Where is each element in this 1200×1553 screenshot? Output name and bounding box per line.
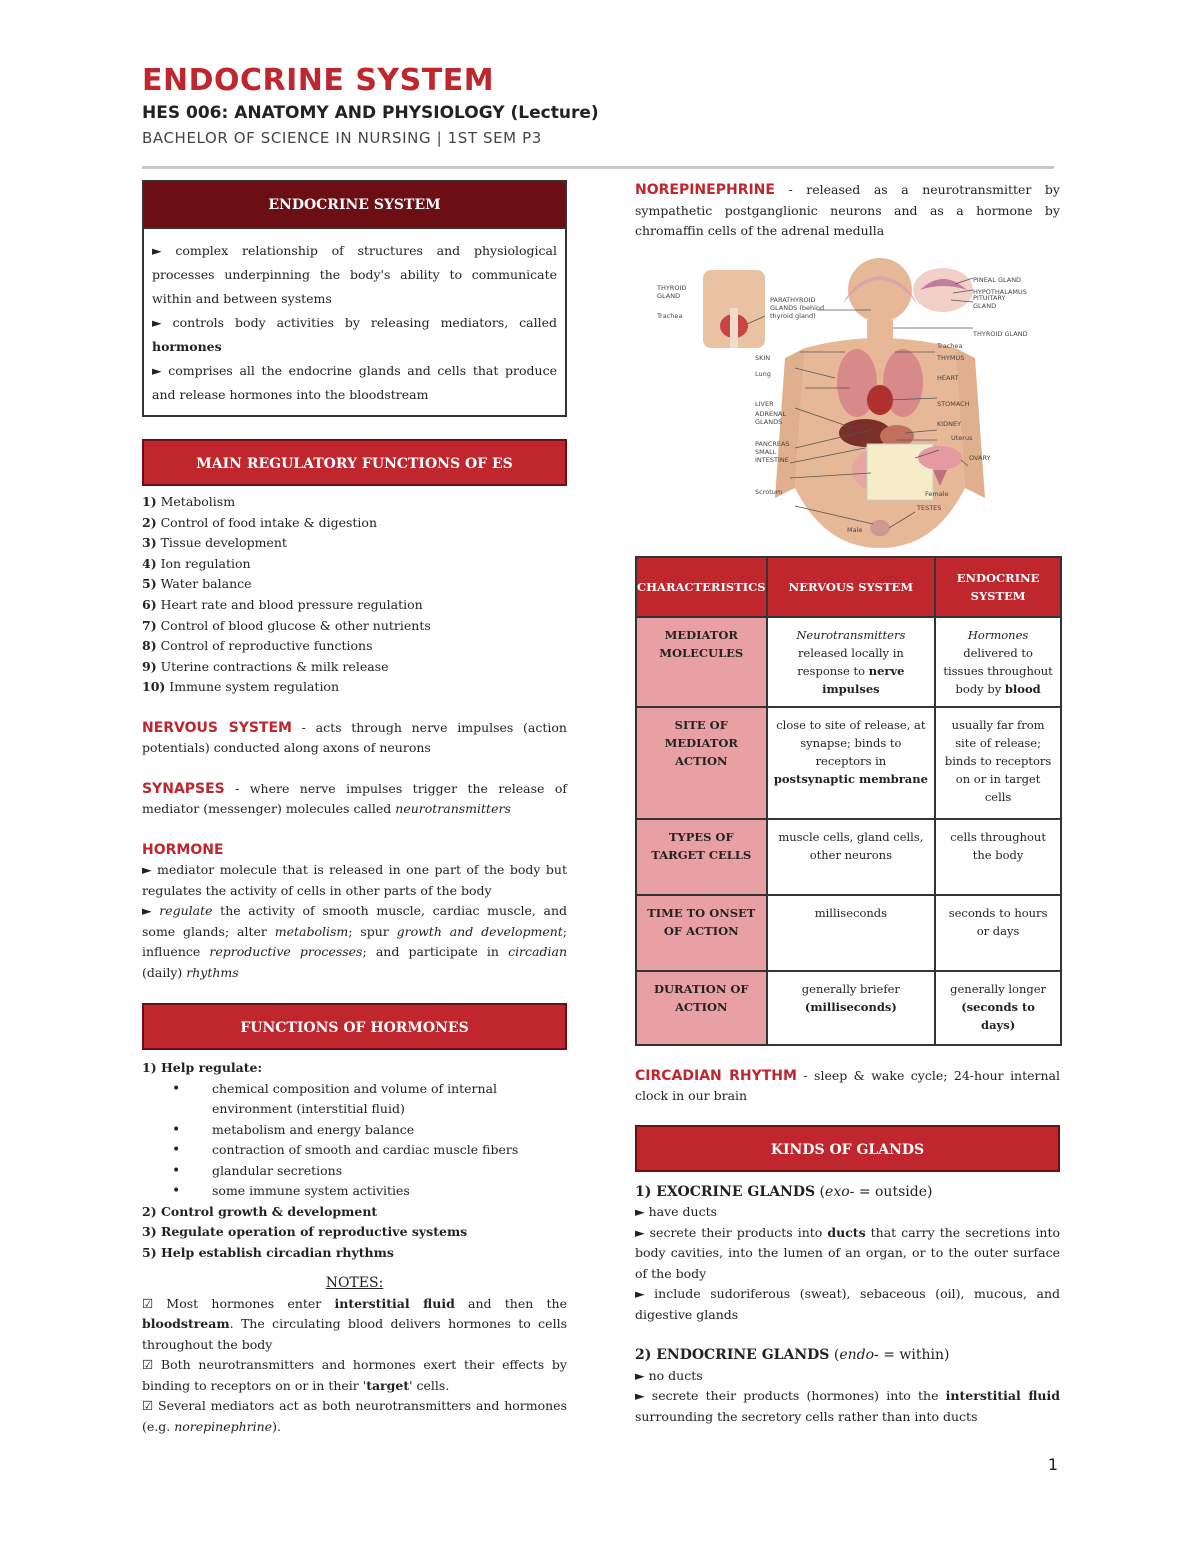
cell-ns-mediator: Neurotransmitters released locally in response to nerve impulses — [767, 617, 936, 707]
note-2: ☑ Both neurotransmitters and hormones exert their effects by binding to receptors on or in their 'target' cells. — [142, 1357, 567, 1393]
regulatory-functions-banner: MAIN REGULATORY FUNCTIONS OF ES — [142, 439, 567, 486]
regulatory-functions-list — [142, 492, 567, 698]
notes-list — [142, 1294, 567, 1438]
label-skin: SKIN — [755, 353, 771, 362]
page-number: 1 — [1047, 1455, 1058, 1474]
synapses-definition: SYNAPSES - where nerve impulses trigger the release of mediator (messenger) molecules called neurotransmitters — [142, 780, 567, 817]
endocrine-system-banner: ENDOCRINE SYSTEM — [144, 182, 565, 229]
cell-es-onset: seconds to hours or days — [935, 895, 1061, 971]
cell-es-site: usually far from site of release; binds to receptors on or in target cells — [935, 707, 1061, 819]
head-shape — [848, 258, 912, 322]
list-item: 3) Tissue development — [142, 535, 287, 551]
cell-ns-duration: generally briefer (milliseconds) — [767, 971, 936, 1045]
table-row — [636, 971, 1061, 1045]
list-item: 2) Control growth & development — [142, 1203, 378, 1219]
note-3: ☑ Several mediators act as both neurotransmitters and hormones (e.g. norepinephrine). — [142, 1398, 567, 1434]
hormone-bullet-2: ► regulate the activity of smooth muscle, cardiac muscle, and some glands; alter metabolism; spur growth and development; influence reproductive processes; and participate in circadian (daily) rhythms — [142, 903, 568, 980]
label-liver: LIVER — [755, 399, 774, 408]
label-trachea-right: Trachea — [937, 341, 963, 350]
list-item: 4) Ion regulation — [142, 555, 251, 571]
table-header-characteristics: CHARACTERISTICS — [636, 557, 767, 617]
hormone-term: HORMONE — [142, 841, 224, 858]
cell-es-duration: generally longer (seconds to days) — [935, 971, 1061, 1045]
es-bullet-3: ► comprises all the endocrine glands and cells that produce and release hormones into the bloodstream — [152, 363, 557, 402]
circadian-definition: CIRCADIAN RHYTHM - sleep & wake cycle; 24-hour internal clock in our brain — [635, 1067, 1061, 1103]
list-item: 6) Heart rate and blood pressure regulation — [142, 596, 423, 612]
endocrine-anatomy-diagram — [635, 248, 1060, 548]
label-uterus: Uterus — [951, 433, 973, 442]
list-item: ► include sudoriferous (sweat), sebaceous (oil), mucous, and digestive glands — [635, 1286, 1060, 1322]
label-pituitary: PITUITARY GLAND — [973, 293, 1006, 310]
list-item: 2) Control of food intake & digestion — [142, 514, 377, 530]
norepinephrine-definition: NOREPINEPHRINE - released as a neurotransmitter by sympathetic postganglionic neurons and as a hormone by chromaffin cells of the adrenal medulla — [635, 182, 1060, 238]
list-item: 5) Help establish circadian rhythms — [142, 1244, 394, 1260]
comparison-table — [635, 556, 1062, 1046]
list-item: • glandular secretions — [172, 1161, 567, 1182]
list-item: 8) Control of reproductive functions — [142, 638, 373, 654]
row-head-onset: TIME TO ONSET OF ACTION — [636, 895, 767, 971]
table-row — [636, 617, 1061, 707]
label-scrotum: Scrotum — [755, 487, 783, 496]
table-row — [636, 707, 1061, 819]
label-pineal: PINEAL GLAND — [973, 275, 1022, 284]
document-title: ENDOCRINE SYSTEM — [142, 63, 495, 98]
label-parathyroid: PARATHYROID GLANDS (behind thyroid gland) — [770, 295, 825, 320]
hormone-functions-list — [142, 1058, 567, 1263]
list-item: ► have ducts — [635, 1204, 718, 1219]
label-adrenal: ADRENAL GLANDS — [755, 409, 787, 426]
label-trachea-left: Trachea — [657, 311, 683, 320]
list-item: 1) Help regulate: — [142, 1060, 263, 1076]
exocrine-section — [635, 1182, 1060, 1326]
row-head-site: SITE OF MEDIATOR ACTION — [636, 707, 767, 819]
label-lung: Lung — [755, 369, 771, 378]
row-head-targets: TYPES OF TARGET CELLS — [636, 819, 767, 895]
label-pancreas: PANCREAS — [755, 439, 790, 448]
es-bullet-1: ► complex relationship of structures and physiological processes underpinning the body's ability to communicate within and between systems — [152, 243, 557, 306]
label-hypothalamus: HYPOTHALAMUS — [973, 287, 1027, 296]
list-item: ► secrete their products (hormones) into the interstitial fluid surrounding the secretory cells rather than into ducts — [635, 1388, 1060, 1424]
list-item: 3) Regulate operation of reproductive systems — [142, 1224, 468, 1240]
list-item: ► no ducts — [635, 1367, 703, 1383]
right-column — [635, 180, 1060, 1427]
cell-ns-targets: muscle cells, gland cells, other neurons — [767, 819, 936, 895]
table-header-row — [636, 557, 1061, 617]
list-item: • metabolism and energy balance — [172, 1120, 567, 1141]
table-row — [636, 819, 1061, 895]
label-thyroid-right: THYROID GLAND — [973, 329, 1028, 338]
help-regulate-sublist — [142, 1079, 567, 1202]
hormone-definition — [142, 840, 567, 984]
endocrine-system-box — [142, 180, 567, 417]
table-header-nervous: NERVOUS SYSTEM — [767, 557, 936, 617]
female-inset — [918, 446, 962, 470]
label-stomach: STOMACH — [937, 399, 970, 408]
left-column — [142, 180, 567, 1437]
es-bullet-2: ► controls body activities by releasing mediators, called hormones — [152, 315, 557, 354]
row-head-duration: DURATION OF ACTION — [636, 971, 767, 1045]
list-item: 1) Metabolism — [142, 494, 236, 509]
table-header-endocrine: ENDOCRINE SYSTEM — [935, 557, 1061, 617]
hormone-functions-banner: FUNCTIONS OF HORMONES — [142, 1003, 567, 1050]
list-item: • some immune system activities — [172, 1181, 567, 1202]
note-1: ☑ Most hormones enter interstitial fluid and then the bloodstream. The circulating blood delivers hormones to cells throughout the body — [142, 1295, 567, 1352]
document-header — [142, 62, 1057, 148]
nervous-system-definition: NERVOUS SYSTEM - acts through nerve impulses (action potentials) conducted along axons of neurons — [142, 719, 567, 756]
label-small-intestine: SMALL INTESTINE — [755, 447, 789, 464]
label-thyroid: THYROID GLAND — [657, 283, 687, 300]
label-heart: HEART — [937, 373, 959, 382]
label-kidney: KIDNEY — [937, 419, 962, 428]
header-divider — [142, 166, 1054, 169]
course-subtitle: HES 006: ANATOMY AND PHYSIOLOGY (Lecture) — [142, 103, 599, 123]
cell-es-targets: cells throughout the body — [935, 819, 1061, 895]
label-female: Female — [925, 489, 949, 498]
table-row — [636, 895, 1061, 971]
label-thymus: THYMUS — [937, 353, 965, 362]
cell-ns-site: close to site of release, at synapse; binds to receptors in postsynaptic membrane — [767, 707, 936, 819]
hormone-bullet-1: ► mediator molecule that is released in one part of the body but regulates the activity of cells in other parts of the body — [142, 862, 567, 898]
label-testes: TESTES — [917, 503, 942, 512]
endocrine-heading: 2) ENDOCRINE GLANDS (endo- = within) — [635, 1347, 950, 1363]
endocrine-glands-section — [635, 1345, 1060, 1427]
brain-inset — [913, 268, 973, 312]
list-item: 10) Immune system regulation — [142, 679, 340, 695]
label-ovary: OVARY — [969, 453, 991, 462]
label-male: Male — [847, 525, 863, 534]
list-item: 5) Water balance — [142, 576, 252, 592]
list-item: 7) Control of blood glucose & other nutrients — [142, 617, 431, 633]
cell-es-mediator: Hormones delivered to tissues throughout body by blood — [935, 617, 1061, 707]
list-item: • chemical composition and volume of internal environment (interstitial fluid) — [172, 1079, 567, 1120]
notes-title: NOTES: — [325, 1275, 384, 1292]
kinds-of-glands-banner: KINDS OF GLANDS — [635, 1125, 1060, 1172]
list-item: 9) Uterine contractions & milk release — [142, 658, 389, 674]
list-item: • contraction of smooth and cardiac muscle fibers — [172, 1140, 567, 1161]
endocrine-system-box-body — [144, 229, 565, 415]
exocrine-heading: 1) EXOCRINE GLANDS (exo- = outside) — [635, 1183, 933, 1200]
program-line: BACHELOR OF SCIENCE IN NURSING | 1ST SEM P3 — [142, 129, 542, 147]
cell-ns-onset: milliseconds — [767, 895, 936, 971]
row-head-mediator: MEDIATOR MOLECULES — [636, 617, 767, 707]
list-item: ► secrete their products into ducts that carry the secretions into body cavities, into the lumen of an organ, or to the outer surface of the body — [635, 1224, 1060, 1281]
